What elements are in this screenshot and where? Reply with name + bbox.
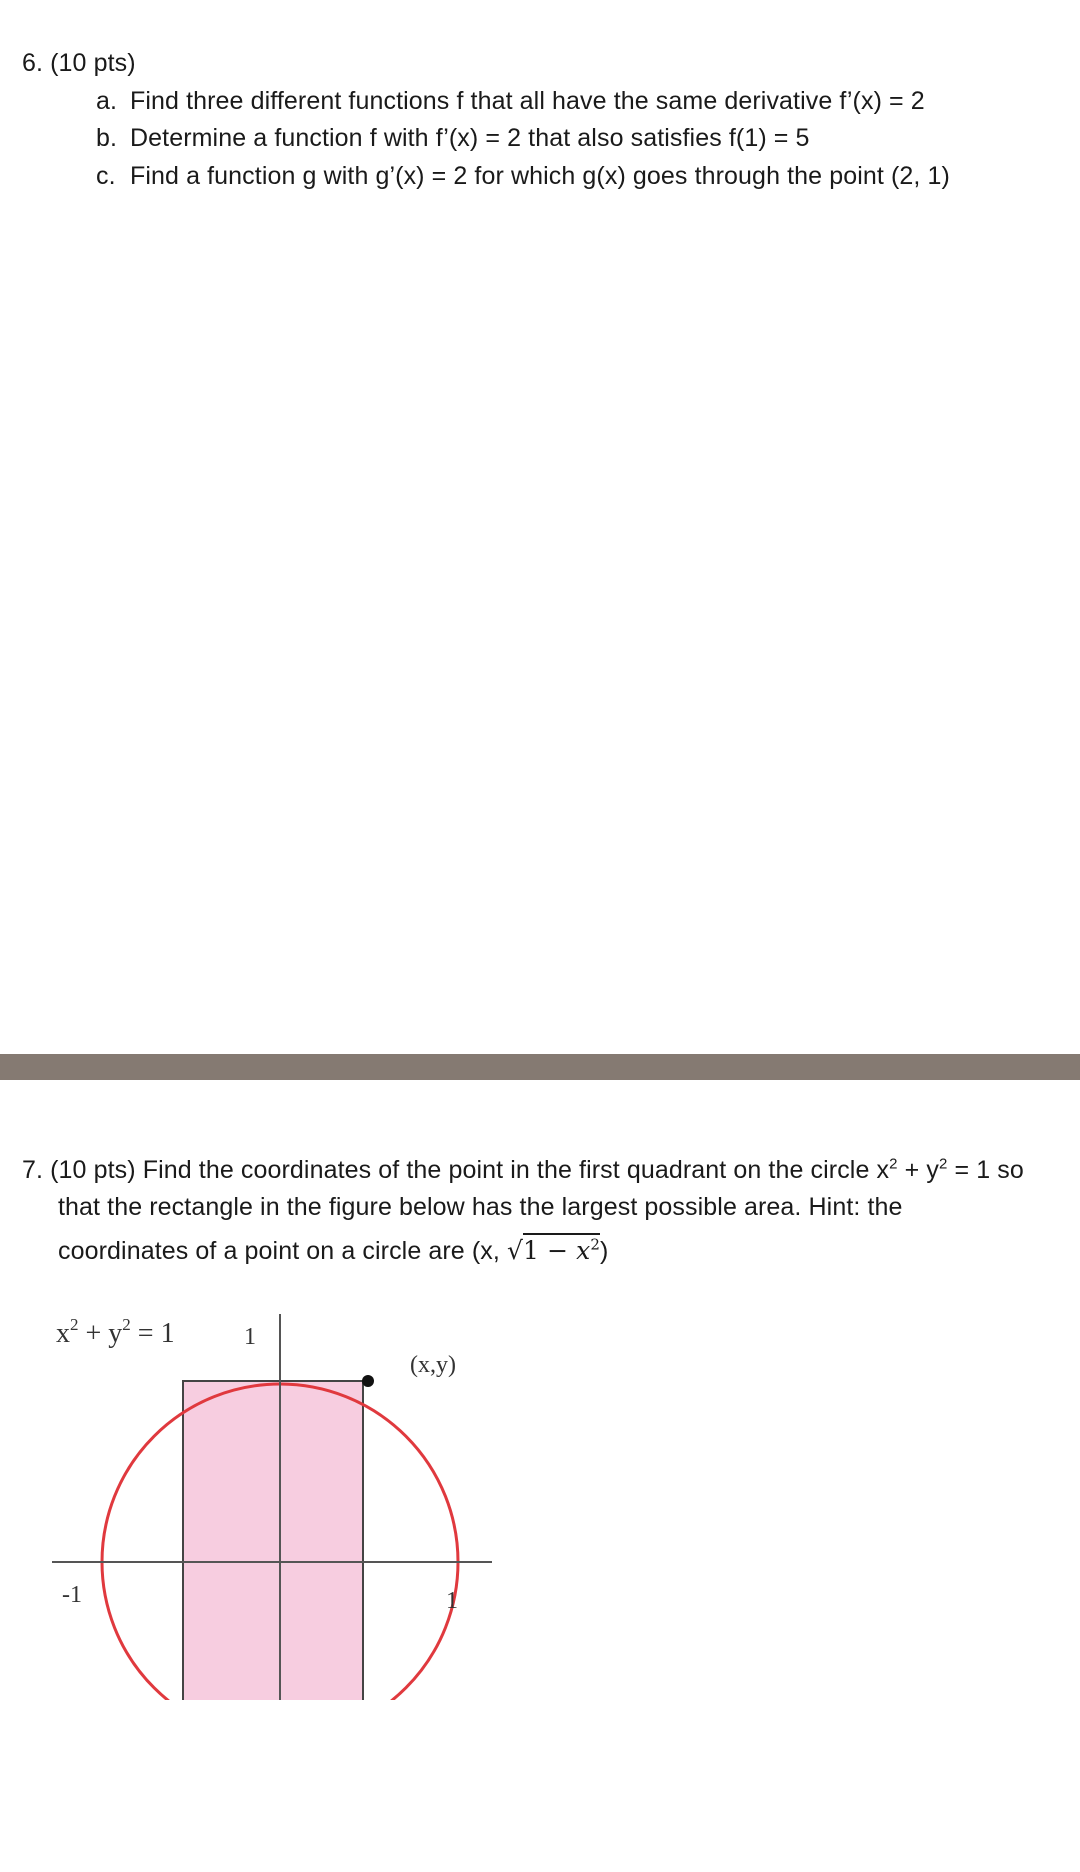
- part-b-text: Determine a function f with f’(x) = 2 that also satisfies f(1) = 5: [130, 124, 810, 152]
- equation-exp-1: 2: [70, 1315, 79, 1334]
- part-c-text: Find a function g with g’(x) = 2 for which g(x) goes through the point (2, 1): [130, 162, 950, 190]
- part-c-marker: c.: [96, 162, 116, 190]
- q7-exp-y: 2: [938, 1155, 948, 1173]
- equation-plus-y: + y: [78, 1318, 123, 1349]
- circle-figure: [48, 1300, 508, 1700]
- point-x-y-label: (x,y): [410, 1352, 456, 1378]
- q7-line3-after: ): [600, 1237, 609, 1265]
- part-a-marker: a.: [96, 87, 118, 115]
- pos-one-label: 1: [446, 1588, 458, 1614]
- neg-one-label: -1: [62, 1582, 82, 1608]
- y-axis-one-label: 1: [244, 1324, 256, 1350]
- inscribed-rectangle: [183, 1381, 363, 1700]
- sqrt-content-var: x: [576, 1236, 591, 1265]
- q7-line1-mid: + y: [897, 1156, 939, 1184]
- q7-line3-before: coordinates of a point on a circle are (x,: [58, 1237, 507, 1265]
- sqrt-exp: 2: [590, 1235, 601, 1254]
- part-a-text: Find three different functions f that all have the same derivative f’(x) = 2: [130, 87, 925, 115]
- q7-line1-after: = 1 so: [947, 1156, 1024, 1184]
- question-7-line-2: that the rectangle in the figure below has the largest possible area. Hint: the: [58, 1193, 903, 1221]
- equation-exp-2: 2: [122, 1315, 131, 1334]
- equation-rest: = 1: [130, 1318, 175, 1349]
- point-x-y-marker: [362, 1375, 374, 1387]
- part-b-marker: b.: [96, 124, 118, 152]
- q7-line1-before: 7. (10 pts) Find the coordinates of the point in the first quadrant on the circle x: [22, 1156, 890, 1184]
- circle-figure-svg: [48, 1300, 508, 1700]
- question-7-line-1: [22, 1155, 1024, 1185]
- sqrt-content: [523, 1233, 600, 1265]
- question-7-line-3: [58, 1236, 608, 1266]
- equation-x: x: [56, 1318, 70, 1349]
- sqrt-symbol: √: [506, 1236, 524, 1265]
- equation-label: [56, 1315, 175, 1349]
- question-6-part-a: [96, 86, 925, 116]
- section-divider: [0, 1054, 1080, 1080]
- question-6-part-b: [96, 123, 810, 153]
- question-6-part-c: [96, 161, 950, 191]
- q7-exp-x: 2: [889, 1155, 898, 1173]
- sqrt-content-num: 1 −: [523, 1236, 577, 1265]
- question-6-header: 6. (10 pts): [22, 49, 136, 77]
